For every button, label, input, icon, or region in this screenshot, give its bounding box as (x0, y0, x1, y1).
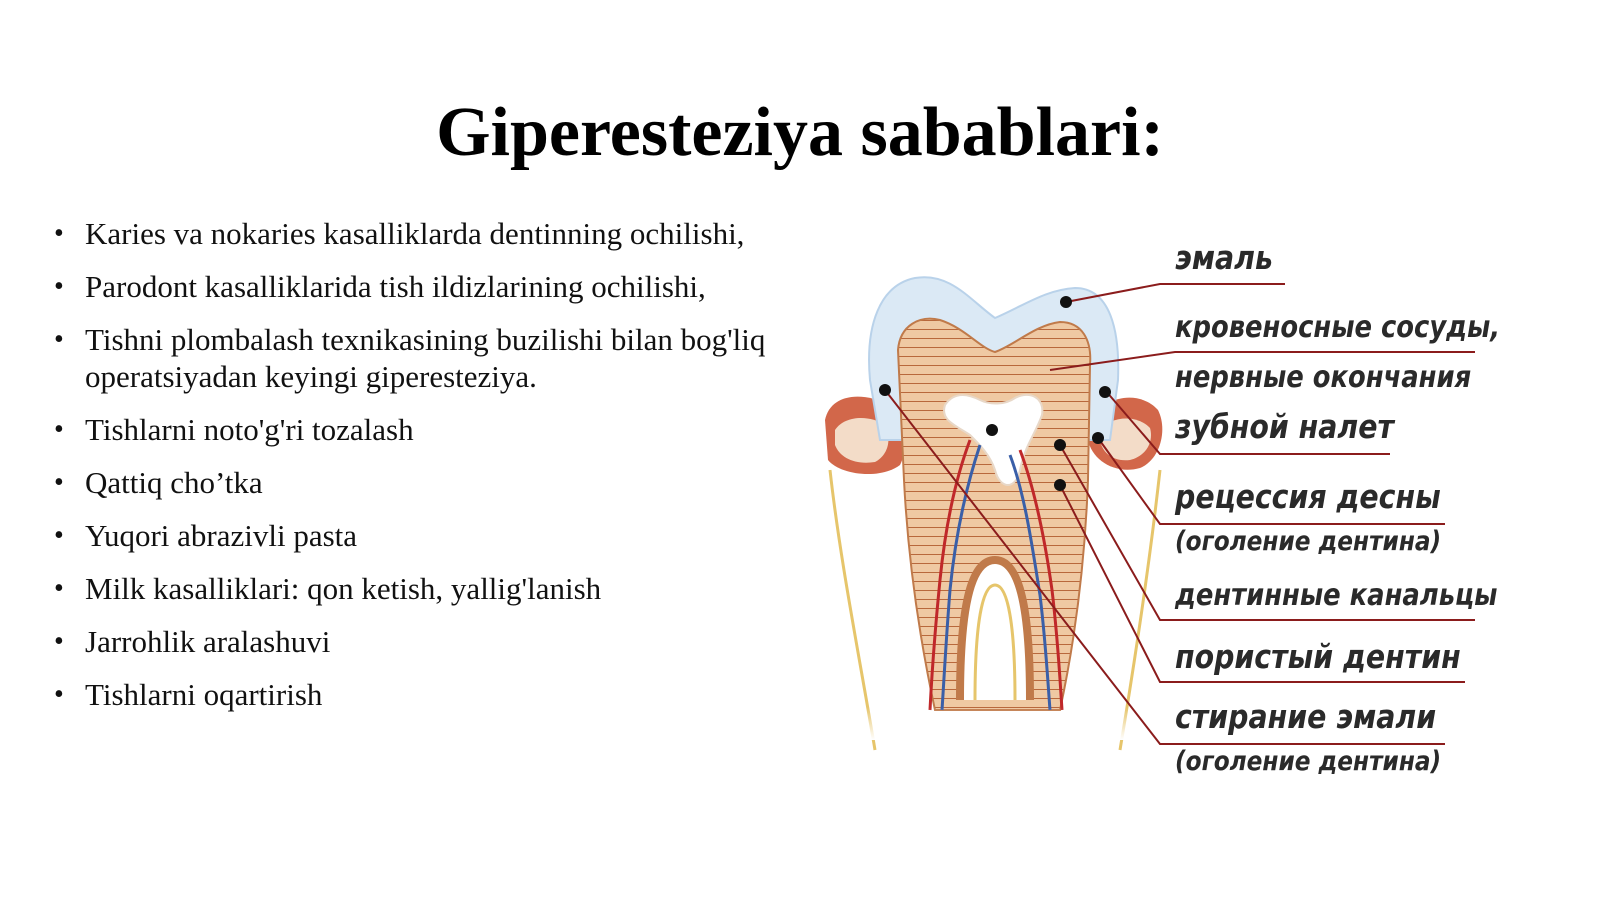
bullet-icon: • (54, 324, 64, 355)
dot-enamel (1060, 296, 1072, 308)
slide-title: Giperesteziya sabablari: (436, 94, 1164, 171)
label-porous: пористый дентин (1175, 637, 1461, 676)
bullet-text: Milk kasalliklari: qon ketish, yallig'lanish (85, 571, 602, 606)
bullet-text: Tishni plombalash texnikasining buzilishi bilan bog'liq operatsiyadan keyingi giperesteziya. (85, 322, 766, 394)
label-vessels-line1: кровеносные сосуды, (1175, 310, 1501, 345)
bullet-item (50, 570, 770, 607)
bullet-item (50, 268, 770, 305)
label-abrasion-note: (оголение дентина) (1175, 746, 1442, 777)
bullet-item (50, 623, 770, 660)
bullet-item (50, 321, 770, 395)
label-recession-note: (оголение дентина) (1175, 526, 1442, 557)
bottom-fade (820, 610, 1180, 740)
bullet-icon: • (54, 218, 64, 249)
bullet-icon: • (54, 414, 64, 445)
bullet-text: Parodont kasalliklarida tish ildizlarining ochilishi, (85, 269, 706, 304)
bullet-text: Tishlarni noto'g'ri tozalash (85, 412, 414, 447)
bullet-item (50, 676, 770, 713)
dot-plaque (1099, 386, 1111, 398)
bullet-list (50, 215, 770, 729)
bullet-text: Tishlarni oqartirish (85, 677, 323, 712)
bullet-text: Qattiq cho’tka (85, 465, 263, 500)
label-tubules: дентинные канальцы (1175, 578, 1498, 613)
dot-tubules (1054, 439, 1066, 451)
bullet-icon: • (54, 679, 64, 710)
label-enamel: эмаль (1175, 238, 1273, 277)
bullet-item (50, 215, 770, 252)
bullet-text: Jarrohlik aralashuvi (85, 624, 331, 659)
bullet-text: Yuqori abrazivli pasta (85, 518, 358, 553)
bullet-item (50, 464, 770, 501)
bullet-text: Karies va nokaries kasalliklarda dentinning ochilishi, (85, 216, 745, 251)
bullet-item (50, 517, 770, 554)
label-plaque: зубной налет (1175, 407, 1394, 446)
dot-porous (1054, 479, 1066, 491)
label-vessels-line2: нервные окончания (1175, 360, 1472, 395)
bullet-icon: • (54, 626, 64, 657)
bullet-icon: • (54, 467, 64, 498)
bullet-icon: • (54, 573, 64, 604)
label-recession: рецессия десны (1175, 477, 1441, 516)
dot-pulp (986, 424, 998, 436)
label-abrasion: стирание эмали (1175, 697, 1437, 736)
bullet-item (50, 411, 770, 448)
dot-recession (1092, 432, 1104, 444)
bullet-icon: • (54, 271, 64, 302)
tooth-diagram (820, 230, 1520, 810)
bullet-icon: • (54, 520, 64, 551)
dot-abrasion (879, 384, 891, 396)
